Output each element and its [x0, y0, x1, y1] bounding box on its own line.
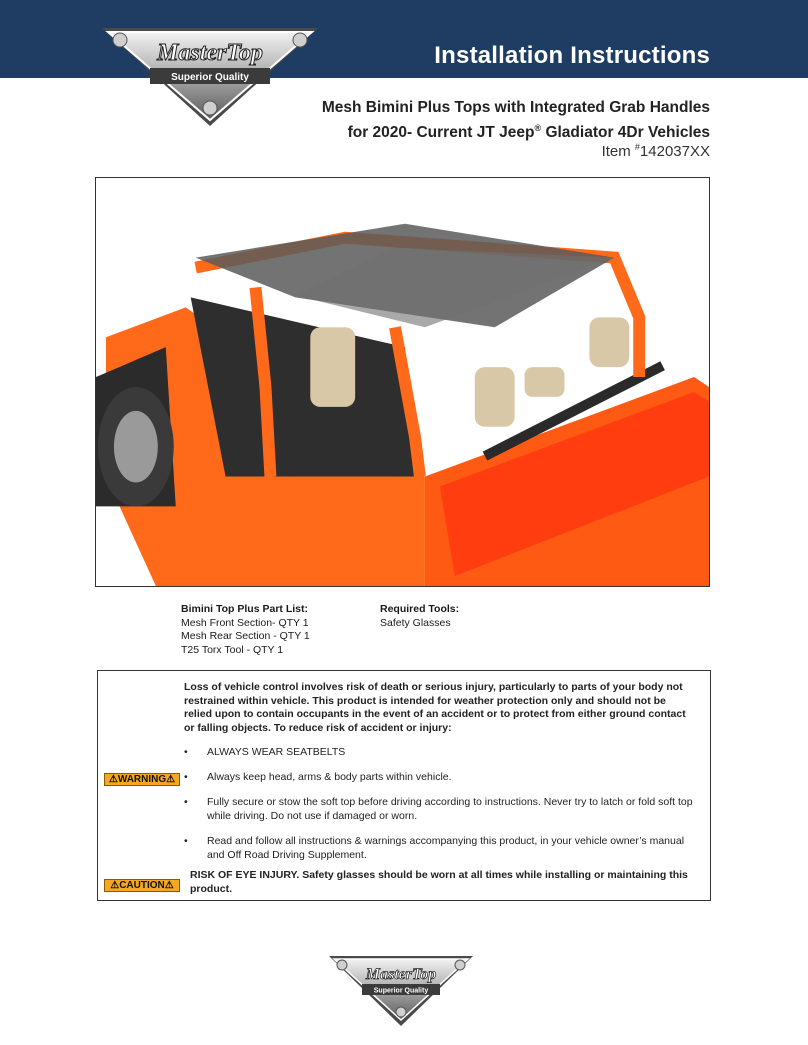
- product-title-line2: for 2020- Current JT Jeep® Gladiator 4Dr Vehicles: [347, 123, 710, 142]
- required-tools: [380, 603, 459, 630]
- warning-intro: Loss of vehicle control involves risk of death or serious injury, particularly to parts of your body not restrained within vehicle. This product is intended for weather protection only and should not be relied upon to contain occupants in the event of an accident or to protect from either ground contact or falling objects. To reduce risk of accident or injury:: [184, 681, 686, 734]
- page-title: Installation Instructions: [434, 42, 710, 69]
- caution-badge: ⚠CAUTION⚠: [104, 879, 180, 892]
- warning-bullet: • Read and follow all instructions & warnings accompanying this product, in your vehicle owner’s manual and Off Road Driving Supplement.: [184, 835, 685, 861]
- footer-logo-brand-text: MasterTop: [365, 966, 437, 983]
- logo-tagline-text: Superior Quality: [171, 72, 249, 83]
- parts-list-item: Mesh Rear Section - QTY 1: [181, 630, 310, 642]
- warning-bullet: • ALWAYS WEAR SEATBELTS: [184, 746, 346, 758]
- parts-list-heading: Bimini Top Plus Part List:: [181, 603, 308, 615]
- warning-badge: ⚠WARNING⚠: [104, 773, 180, 786]
- product-title: [190, 98, 710, 143]
- caution-text: RISK OF EYE INJURY. Safety glasses should be worn at all times while installing or maintaining this product.: [190, 869, 688, 895]
- product-title-line1: Mesh Bimini Plus Tops with Integrated Grab Handles: [321, 99, 710, 116]
- warning-bullet: • Fully secure or stow the soft top before driving according to instructions. Never try to latch or fold soft top while driving. Do not use if damaged or worn.: [184, 796, 693, 822]
- warning-bullet: • Always keep head, arms & body parts within vehicle.: [184, 771, 452, 783]
- warning-box: [97, 670, 711, 901]
- parts-list-item: Mesh Front Section- QTY 1: [181, 616, 309, 629]
- required-tools-heading: Required Tools:: [380, 603, 460, 615]
- parts-list: [181, 603, 310, 657]
- required-tools-item: Safety Glasses: [380, 616, 451, 629]
- product-photo: [95, 177, 710, 587]
- logo-brand-text: MasterTop: [157, 40, 263, 66]
- parts-list-item: T25 Torx Tool - QTY 1: [181, 643, 284, 656]
- footer-logo-tagline-text: Superior Quality: [373, 987, 429, 995]
- item-number: Item #142037XX: [601, 142, 710, 160]
- mastertop-footer-logo: [326, 952, 476, 1028]
